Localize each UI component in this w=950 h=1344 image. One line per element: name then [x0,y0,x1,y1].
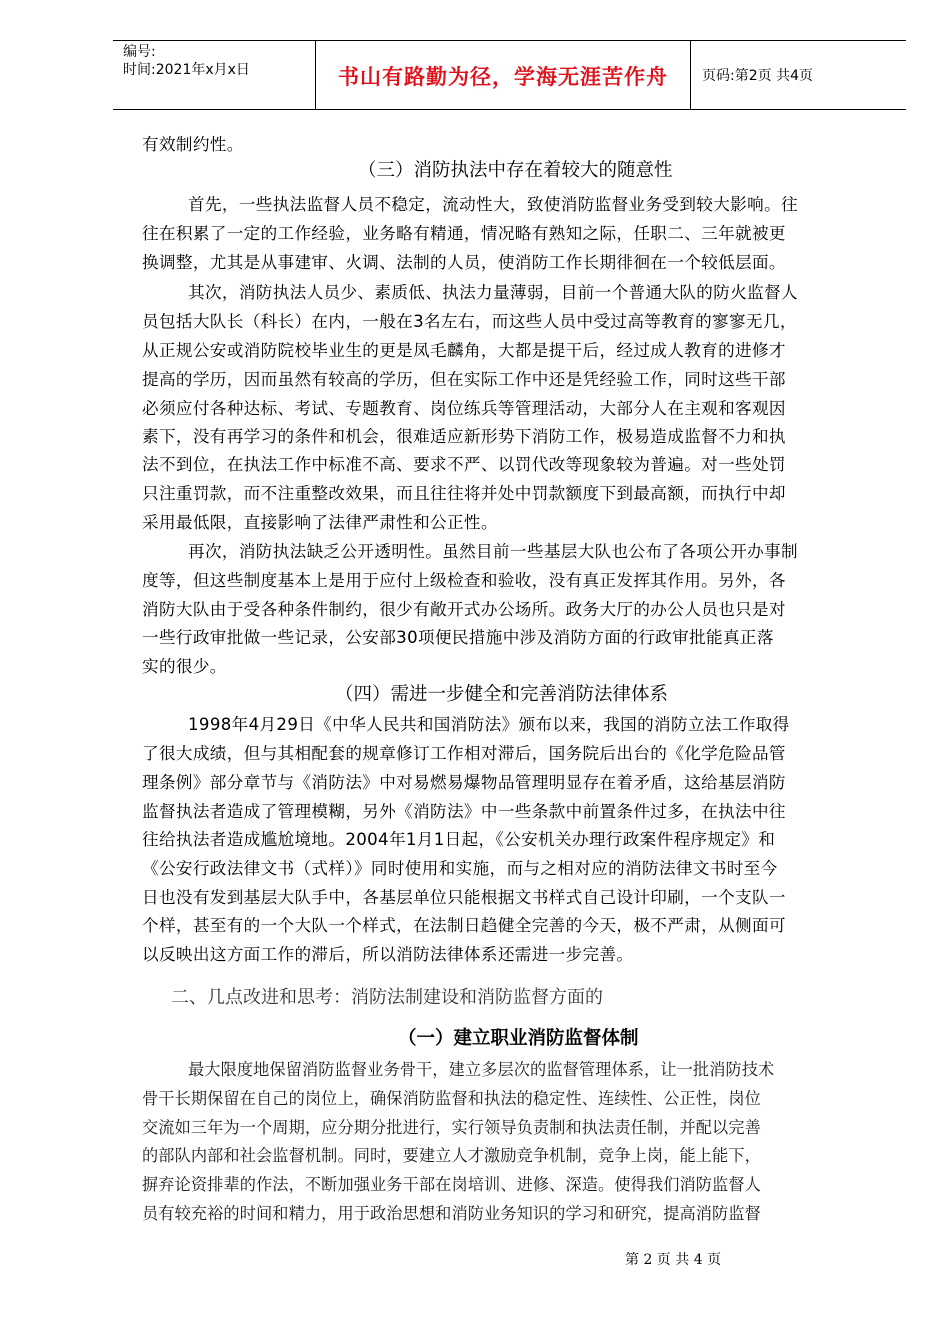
body-line: 一些行政审批做一些记录，公安部30项便民措施中涉及消防方面的行政审批能真正落 [142,628,774,647]
subsection-heading: （一）建立职业消防监督体制 [398,1028,639,1049]
body-line: 有效制约性。 [142,135,244,154]
body-line: 最大限度地保留消防监督业务骨干，建立多层次的监督管理体系，让一批消防技术 [188,1060,775,1079]
header-page-cell [690,41,906,109]
body-line: 交流如三年为一个周期，应分期分批进行，实行领导负责制和执法责任制，并配以完善 [142,1118,761,1137]
body-line: 其次，消防执法人员少、素质低、执法力量薄弱，目前一个普通大队的防火监督人 [188,283,798,302]
page-footer: 第 2 页 共 4 页 [625,1252,722,1268]
body-line: 换调整，尤其是从事建审、火调、法制的人员，使消防工作长期徘徊在一个较低层面。 [142,253,786,272]
body-line: 以反映出这方面工作的滞后，所以消防法律体系还需进一步完善。 [142,945,634,964]
body-line: 必须应付各种达标、考试、专题教育、岗位练兵等管理活动，大部分人在主观和客观因 [142,399,786,418]
page-header [113,40,906,110]
body-line: 首先，一些执法监督人员不稳定，流动性大，致使消防监督业务受到较大影响。往 [188,195,798,214]
body-line: 骨干长期保留在自己的岗位上，确保消防监督和执法的稳定性、连续性、公正性，岗位 [142,1089,761,1108]
body-line: 员有较充裕的时间和精力，用于政治思想和消防业务知识的学习和研究，提高消防监督 [142,1204,761,1223]
body-line: 了很大成绩，但与其相配套的规章修订工作相对滞后，国务院后出台的《化学危险品管 [142,744,786,763]
body-line: 素下，没有再学习的条件和机会，很难适应新形势下消防工作，极易造成监督不力和执 [142,427,786,446]
body-line: 的部队内部和社会监督机制。同时，要建立人才激励竞争机制，竞争上岗，能上能下， [142,1146,761,1165]
header-motto-cell [315,41,691,109]
body-line: 提高的学历，因而虽然有较高的学历，但在实际工作中还是凭经验工作，同时这些干部 [142,370,786,389]
section-heading: （四）需进一步健全和完善消防法律体系 [335,684,669,705]
body-line: 实的很少。 [142,657,227,676]
body-line: 日也没有发到基层大队手中，各基层单位只能根据文书样式自己设计印刷，一个支队一 [142,888,786,907]
page-info: 页码:第2页 共4页 [702,68,813,84]
motto: 书山有路勤为径，学海无涯苦作舟 [338,64,668,89]
body-line: 再次，消防执法缺乏公开透明性。虽然目前一些基层大队也公布了各项公开办事制 [188,542,798,561]
body-line: 1998年4月29日《中华人民共和国消防法》颁布以来，我国的消防立法工作取得 [188,715,790,734]
body-line: 从正规公安或消防院校毕业生的更是凤毛麟角，大都是提干后，经过成人教育的进修才 [142,341,786,360]
body-line: 摒弃论资排辈的作法，不断加强业务干部在岗培训、进修、深造。使得我们消防监督人 [142,1175,761,1194]
body-line: 理条例》部分章节与《消防法》中对易燃易爆物品管理明显存在着矛盾，这给基层消防 [142,773,786,792]
body-line: 消防大队由于受各种条件制约，很少有敞开式办公场所。政务大厅的办公人员也只是对 [142,600,786,619]
section-two-heading: 二、几点改进和思考：消防法制建设和消防监督方面的 [171,987,603,1008]
section-heading: （三）消防执法中存在着较大的随意性 [358,160,673,181]
body-line: 往在积累了一定的工作经验，业务略有精通，情况略有熟知之际，任职二、三年就被更 [142,224,786,243]
body-line: 度等，但这些制度基本上是用于应付上级检查和验收，没有真正发挥其作用。另外，各 [142,571,786,590]
number-label: 编号: [123,44,156,60]
body-line: 个样，甚至有的一个大队一个样式，在法制日趋健全完善的今天，极不严肃，从侧面可 [142,916,786,935]
body-line: 《公安行政法律文书（式样）》同时使用和实施，而与之相对应的消防法律文书时至今 [142,859,778,878]
header-meta [113,41,315,109]
body-line: 只注重罚款，而不注重整改效果，而且往往将并处中罚款额度下到最高额，而执行中却 [142,484,786,503]
body-line: 往给执法者造成尴尬境地。2004年1月1日起，《公安机关办理行政案件程序规定》和 [142,830,776,849]
body-line: 法不到位，在执法工作中标准不高、要求不严、以罚代改等现象较为普遍。对一些处罚 [142,455,786,474]
body-line: 采用最低限，直接影响了法律严肃性和公正性。 [142,513,498,532]
body-line: 员包括大队长（科长）在内，一般在3名左右，而这些人员中受过高等教育的寥寥无几， [142,312,797,331]
date-label: 时间:2021年x月x日 [123,62,250,78]
body-line: 监督执法者造成了管理模糊，另外《消防法》中一些条款中前置条件过多，在执法中往 [142,802,786,821]
